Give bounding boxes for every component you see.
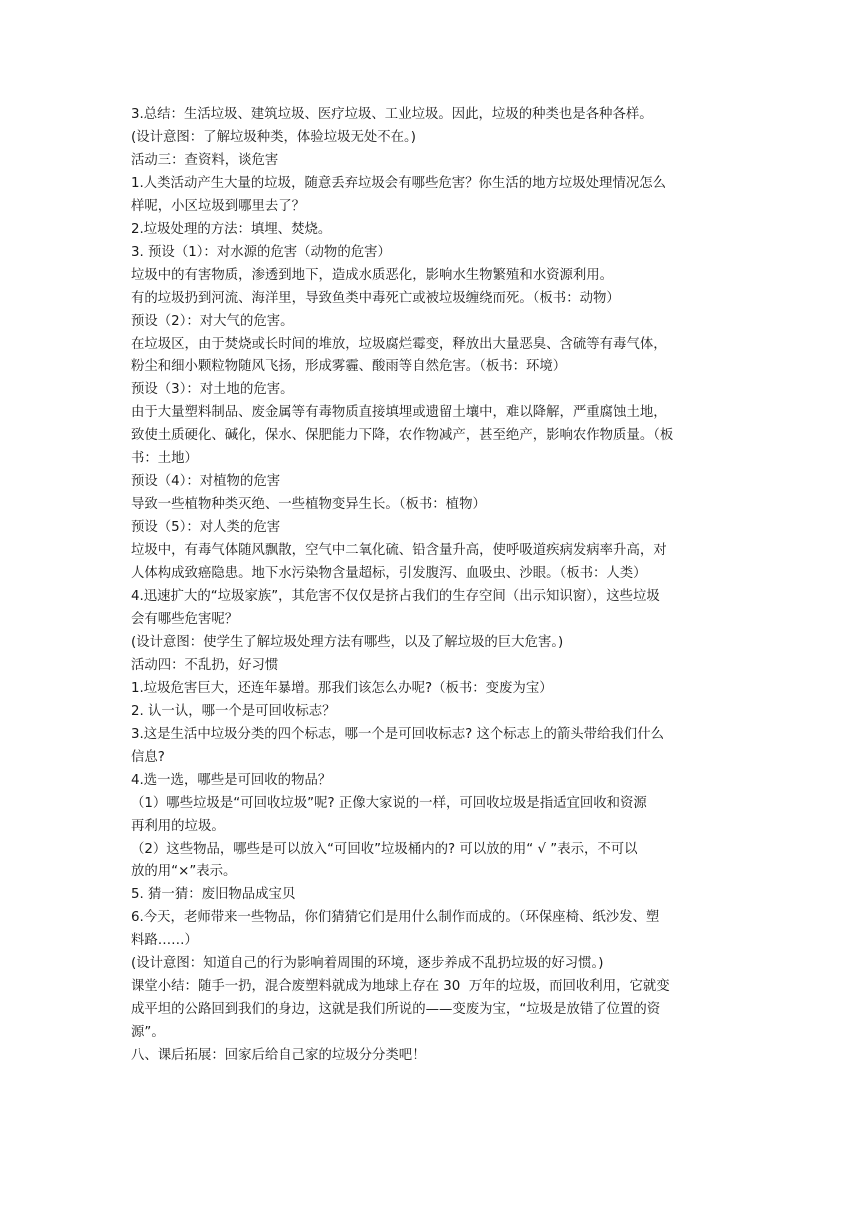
text-line: 垃圾中，有毒气体随风飘散，空气中二氧化硫、铅含量升高，使呼吸道疾病发病率升高，对	[131, 543, 667, 559]
text-line: 再利用的垃圾。	[131, 818, 225, 834]
text-line: 导致一些植物种类灭绝、一些植物变异生长。（板书：植物）	[131, 497, 486, 513]
text-line: 2.垃圾处理的方法：填埋、焚烧。	[131, 221, 332, 237]
text-line: 垃圾中的有害物质，渗透到地下，造成水质恶化，影响水生物繁殖和水资源利用。	[131, 267, 614, 283]
text-line: 由于大量塑料制品、废金属等有毒物质直接填埋或遗留土壤中，难以降解，严重腐蚀土地，	[131, 405, 667, 421]
text-line: 信息?	[131, 749, 165, 765]
text-line: 会有哪些危害呢？	[131, 611, 239, 627]
text-line: 3. 预设（1）：对水源的危害（动物的危害）	[131, 244, 391, 260]
text-line: 致使土质硬化、碱化，保水、保肥能力下降，农作物减产，甚至绝产，影响农作物质量。（板	[131, 428, 674, 444]
text-line: 粉尘和细小颗粒物随风飞扬，形成雾霾、酸雨等自然危害。（板书：环境）	[131, 359, 567, 375]
text-line: 料路……）	[131, 933, 198, 949]
text-line: 成平坦的公路回到我们的身边，这就是我们所说的——变废为宝，“垃圾是放错了位置的资	[131, 1002, 661, 1018]
text-line: 4.迅速扩大的“垃圾家族”，其危害不仅仅是挤占我们的生存空间（出示知识窗），这些垃圾	[131, 589, 660, 605]
text-line: (设计意图：了解垃圾种类，体验垃圾无处不在。)	[131, 129, 416, 145]
document-body	[131, 104, 731, 1068]
text-line: 预设（4）：对植物的危害	[131, 474, 281, 490]
text-line: 5. 猜一猜：废旧物品成宝贝	[131, 887, 296, 903]
text-line: 2. 认一认，哪一个是可回收标志？	[131, 703, 336, 719]
text-line: 6.今天，老师带来一些物品，你们猜猜它们是用什么制作而成的。（环保座椅、纸沙发、塑	[131, 910, 660, 926]
text-line: 人体构成致癌隐患。地下水污染物含量超标，引发腹泻、血吸虫、沙眼。（板书：人类）	[131, 566, 647, 582]
text-line: 3.这是生活中垃圾分类的四个标志，哪一个是可回收标志? 这个标志上的箭头带给我们什么	[131, 726, 664, 742]
section-heading: 八、课后拓展：回家后给自己家的垃圾分分类吧！	[131, 1048, 426, 1064]
text-line: 有的垃圾扔到河流、海洋里，导致鱼类中毒死亡或被垃圾缠绕而死。（板书：动物）	[131, 290, 620, 306]
text-line: 4.选一选，哪些是可回收的物品？	[131, 772, 332, 788]
text-line: (设计意图：知道自己的行为影响着周围的环境，逐步养成不乱扔垃圾的好习惯。)	[131, 956, 604, 972]
text-line: 放的用“×”表示。	[131, 864, 237, 880]
section-heading: 活动四：不乱扔，好习惯	[131, 657, 279, 673]
text-line: 书：土地）	[131, 451, 198, 467]
text-line: 预设（3）：对土地的危害。	[131, 382, 294, 398]
text-line: 预设（5）：对人类的危害	[131, 520, 281, 536]
text-line: 课堂小结：随手一扔，混合废塑料就成为地球上存在 30 万年的垃圾，而回收利用，它就变	[131, 979, 670, 995]
text-line: 源”。	[131, 1025, 165, 1041]
text-line: 1.垃圾危害巨大，还连年暴增。那我们该怎么办呢?（板书：变废为宝）	[131, 680, 553, 696]
text-line: （2）这些物品，哪些是可以放入“可回收”垃圾桶内的? 可以放的用“ √ ”表示，不可以	[131, 841, 638, 857]
text-line: （1）哪些垃圾是“可回收垃圾”呢? 正像大家说的一样，可回收垃圾是指适宜回收和资源	[131, 795, 647, 811]
text-line: 预设（2）：对大气的危害。	[131, 313, 294, 329]
text-line: (设计意图：使学生了解垃圾处理方法有哪些，以及了解垃圾的巨大危害。)	[131, 634, 564, 650]
section-heading: 活动三：查资料，谈危害	[131, 152, 279, 168]
text-line: 在垃圾区，由于焚烧或长时间的堆放，垃圾腐烂霉变，释放出大量恶臭、含硫等有毒气体，	[131, 336, 667, 352]
text-line: 样呢，小区垃圾到哪里去了？	[131, 198, 306, 214]
text-line: 1.人类活动产生大量的垃圾，随意丢弃垃圾会有哪些危害？你生活的地方垃圾处理情况怎么	[131, 175, 667, 191]
text-line: 3.总结：生活垃圾、建筑垃圾、医疗垃圾、工业垃圾。因此，垃圾的种类也是各种各样。	[131, 107, 653, 122]
